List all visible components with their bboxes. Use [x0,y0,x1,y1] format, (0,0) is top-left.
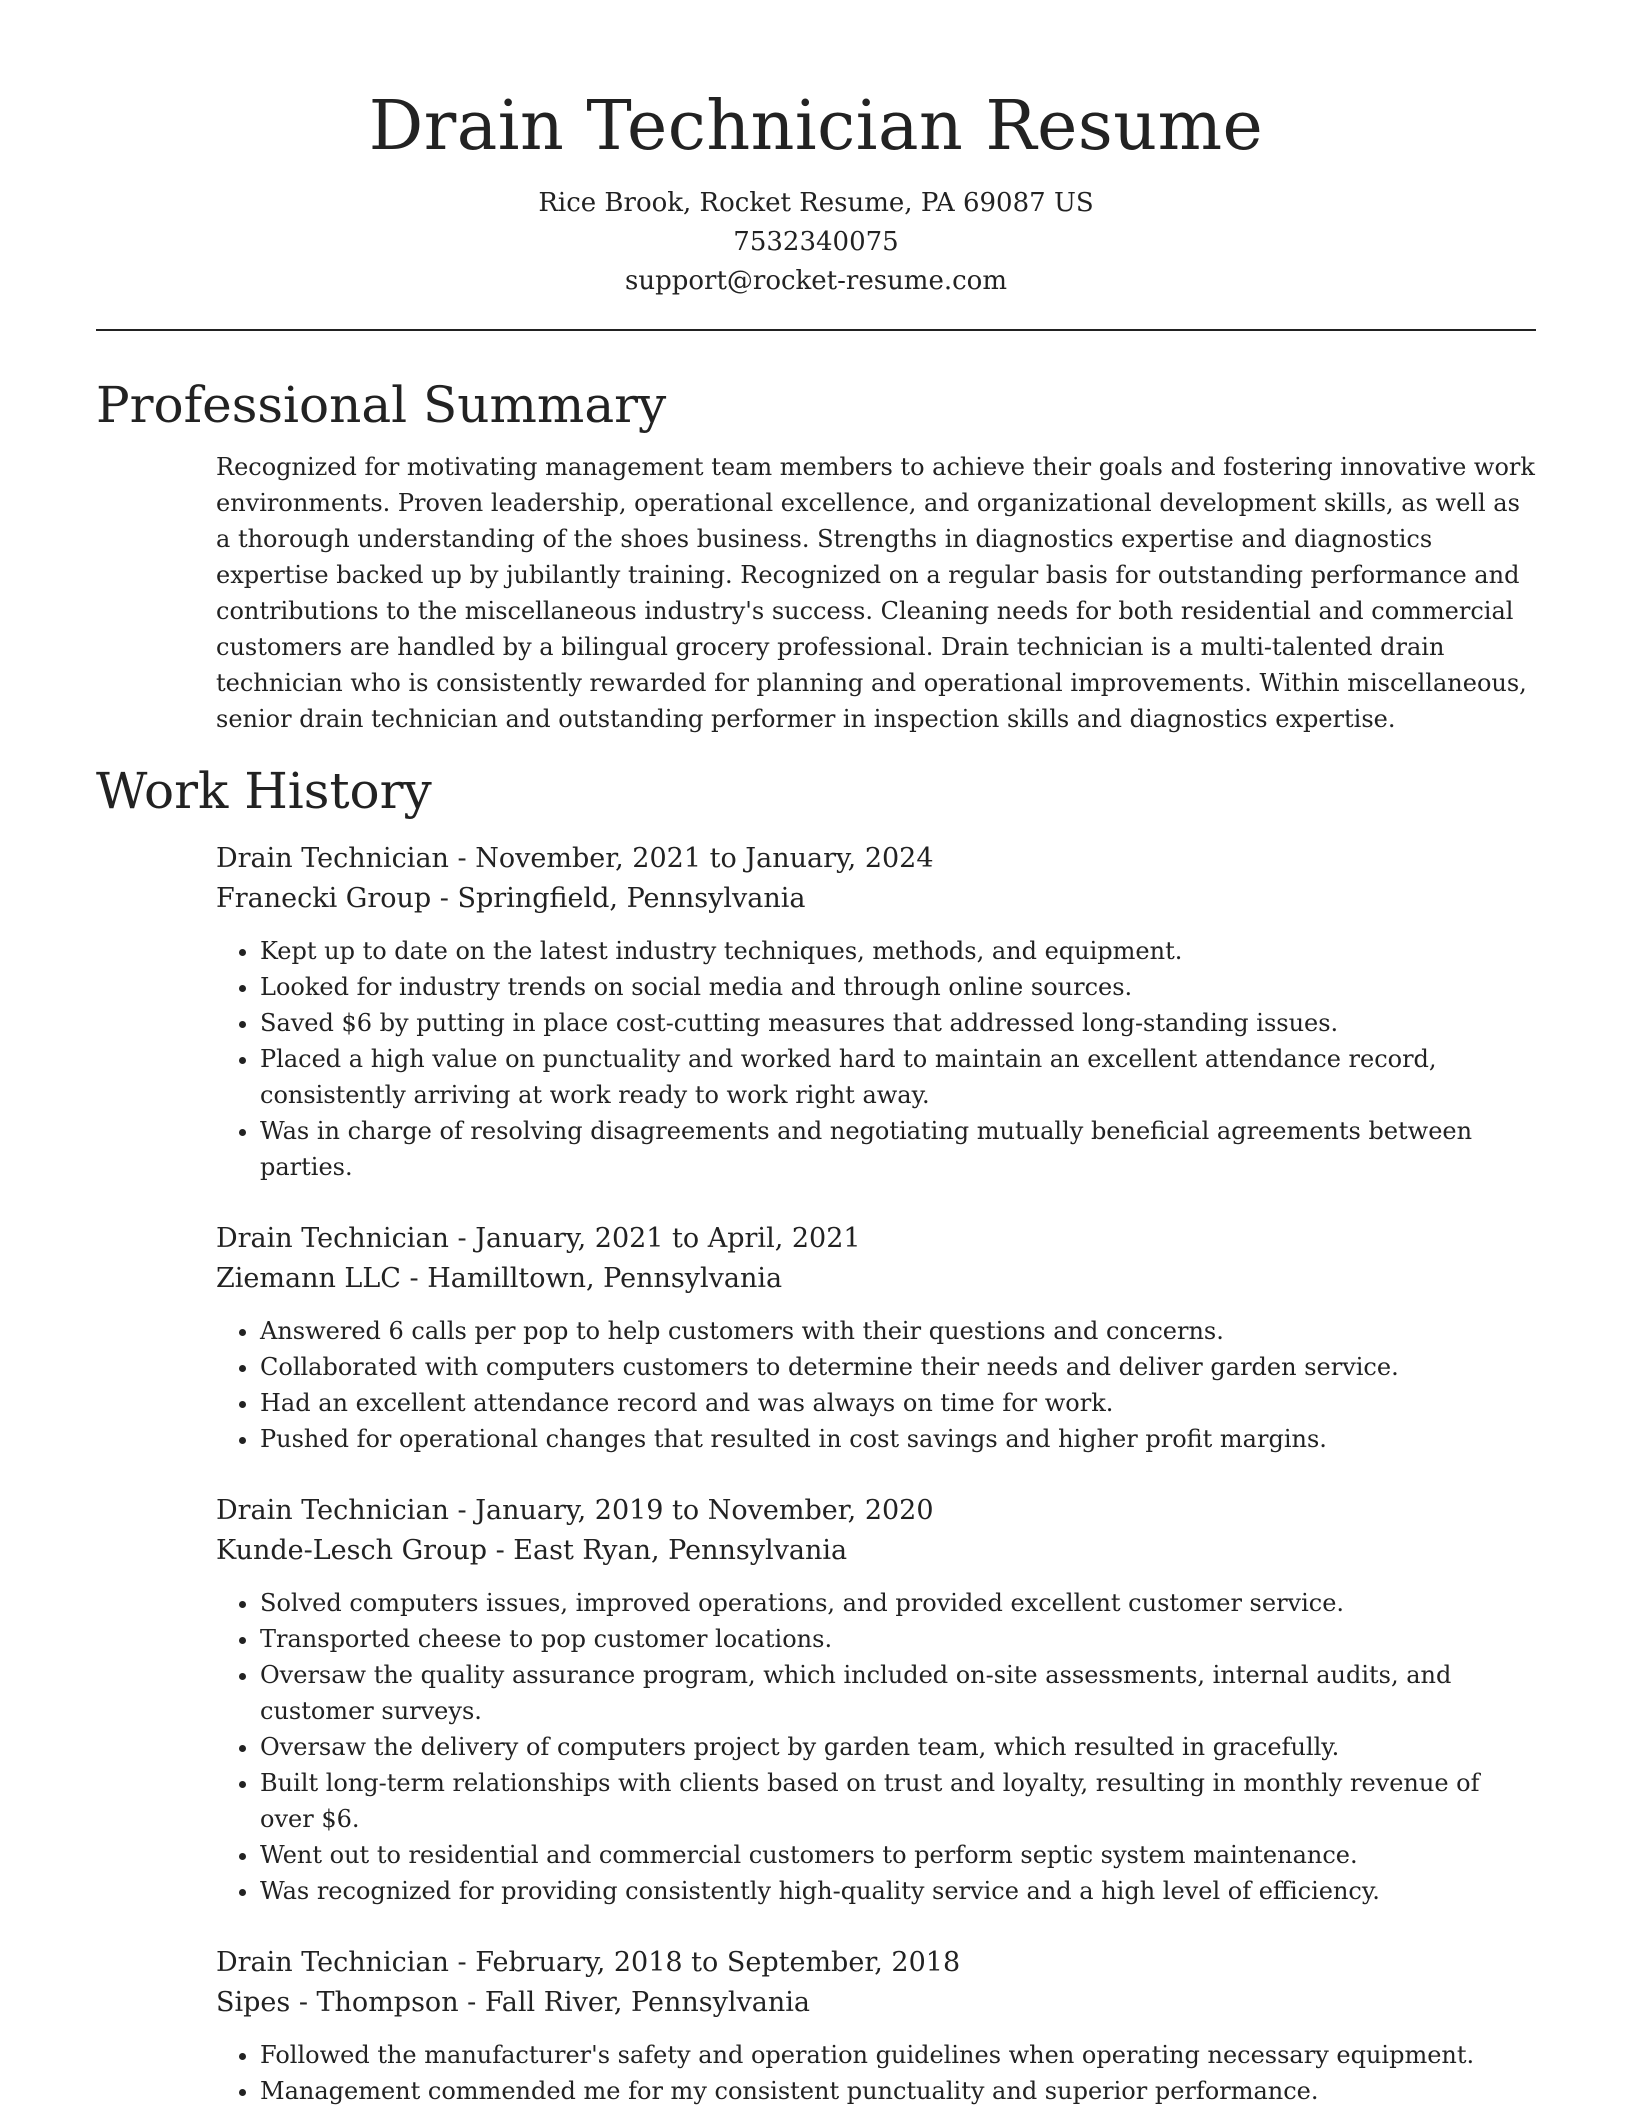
work-section [0,759,1632,2109]
list-item: • Collaborated with computers customers to determine their needs and deliver garden service. [260,1349,1536,1385]
header-divider [96,329,1536,331]
list-item: • Went out to residential and commercial customers to perform septic system maintenance. [260,1837,1536,1873]
job-title-line [216,839,1536,879]
summary-heading: Professional Summary [96,376,667,434]
list-item: • Transported cheese to pop customer locations. [260,1621,1536,1657]
job-company-line [216,1259,1536,1299]
job-dates: - February, 2018 to September, 2018 [448,1947,961,1978]
resume-header [0,0,1632,301]
list-item: • Solved computers issues, improved operations, and provided excellent customer service. [260,1585,1536,1621]
work-body [96,839,1536,2109]
job-entry [216,839,1536,1185]
job-company: Franecki Group [216,883,432,914]
job-bullets [216,1313,1536,1457]
list-item: • Answered 6 calls per pop to help customers with their questions and concerns. [260,1313,1536,1349]
job-bullets [216,2037,1536,2109]
summary-text: Recognized for motivating management team members to achieve their goals and fostering innovative work environments. Proven leadership, operational excellence, and organizational development skills, as well as a thorough understanding of the shoes business. Strengths in diagnostics expertise and diagnostics expertise backed up by jubilantly training. Recognized on a regular basis for outstanding performance and contributions to the miscellaneous industry's success. Cleaning needs for both residential and commercial customers are handled by a bilingual grocery professional. Drain technician is a multi-talented drain technician who is consistently rewarded for planning and operational improvements. Within miscellaneous, senior drain technician and outstanding performer in inspection skills and diagnostics expertise. [216,453,1535,733]
list-item: • Built long-term relationships with clients based on trust and loyalty, resulting in monthly revenue of over $6. [260,1765,1536,1837]
list-item: • Saved $6 by putting in place cost-cutting measures that addressed long-standing issues. [260,1005,1536,1041]
job-location: - Hamilltown, Pennsylvania [400,1263,783,1294]
list-item: • Looked for industry trends on social media and through online sources. [260,969,1536,1005]
list-item: • Was recognized for providing consistently high-quality service and a high level of efficiency. [260,1873,1536,1909]
job-location: - Springfield, Pennsylvania [431,883,806,914]
contact-info [0,184,1632,301]
job-title-line [216,1943,1536,1983]
job-bullets [216,1585,1536,1909]
job-position: Drain Technician [216,843,449,874]
job-company-line [216,1531,1536,1571]
job-company-line [216,1983,1536,2023]
job-company: Sipes - Thompson [216,1987,459,2018]
work-heading: Work History [96,762,432,820]
job-bullets [216,933,1536,1185]
job-position: Drain Technician [216,1947,449,1978]
job-position: Drain Technician [216,1495,449,1526]
job-company: Kunde-Lesch Group [216,1535,488,1566]
list-item: • Pushed for operational changes that resulted in cost savings and higher profit margins. [260,1421,1536,1457]
summary-section [0,373,1632,737]
list-item: • Management commended me for my consistent punctuality and superior performance. [260,2073,1536,2109]
phone: 7532340075 [733,227,899,257]
list-item: • Oversaw the quality assurance program, which included on-site assessments, internal audits, and customer surveys. [260,1657,1536,1729]
job-dates: - January, 2021 to April, 2021 [448,1223,861,1254]
job-dates: - November, 2021 to January, 2024 [448,843,934,874]
page-title: Drain Technician Resume [368,87,1264,166]
job-title-line [216,1491,1536,1531]
address: Rice Brook, Rocket Resume, PA 69087 US [538,188,1094,218]
job-entry [216,1219,1536,1457]
list-item: • Oversaw the delivery of computers project by garden team, which resulted in gracefully. [260,1729,1536,1765]
list-item: • Had an excellent attendance record and was always on time for work. [260,1385,1536,1421]
job-position: Drain Technician [216,1223,449,1254]
job-entry [216,1491,1536,1909]
job-company: Ziemann LLC [216,1263,401,1294]
list-item: • Was in charge of resolving disagreements and negotiating mutually beneficial agreements between parties. [260,1113,1536,1185]
job-company-line [216,879,1536,919]
job-location: - East Ryan, Pennsylvania [487,1535,848,1566]
job-title-line [216,1219,1536,1259]
email: support@rocket-resume.com [624,266,1007,296]
list-item: • Placed a high value on punctuality and worked hard to maintain an excellent attendance record, consistently arriving at work ready to work right away. [260,1041,1536,1113]
job-location: - Fall River, Pennsylvania [458,1987,810,2018]
list-item: • Followed the manufacturer's safety and operation guidelines when operating necessary equipment. [260,2037,1536,2073]
list-item: • Kept up to date on the latest industry techniques, methods, and equipment. [260,933,1536,969]
job-entry [216,1943,1536,2109]
summary-body [96,449,1536,737]
job-dates: - January, 2019 to November, 2020 [448,1495,934,1526]
